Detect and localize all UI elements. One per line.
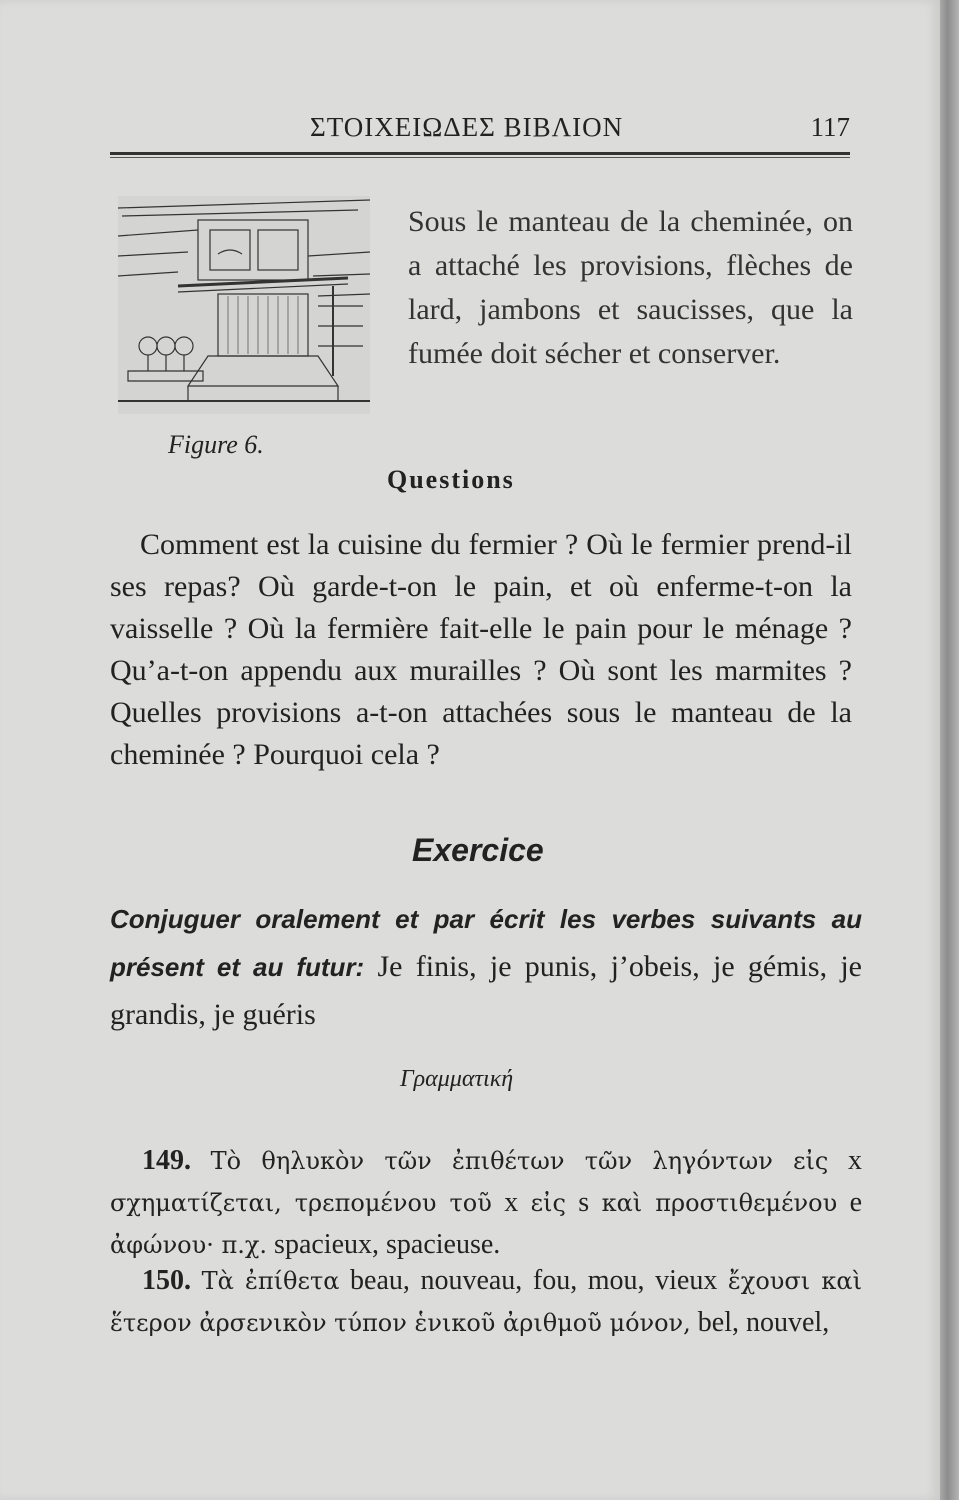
example-words: spacieux, spacieuse. — [274, 1229, 501, 1260]
book-edge — [940, 0, 959, 1500]
paragraph-150 — [110, 1260, 862, 1344]
questions-paragraph: Comment est la cuisine du fermier ? Où le fermier prend-il ses repas? Où garde-t-on le pain, et où enferme-t-on la vaisselle ? Où la fermière fait-elle le pain pour le ménage ? Qu’a-t-on appendu aux murailles ? Où sont les marmites ? Quelles provisions a-t-on attachées sous le manteau de la cheminée ? Pourquoi cela ? — [110, 528, 852, 771]
exercise-verbs: Je finis, je punis, j’obeis, je gémis, je grandis, je guéris — [110, 950, 862, 1031]
kitchen-illustration-icon — [118, 196, 370, 414]
greek-text: ἔχουσι καὶ ἕτερον ἀρσενικὸν τύπον ἑνικοῦ ἀριθμοῦ μόνον, — [110, 1267, 862, 1337]
latin-letter: s — [578, 1187, 590, 1218]
greek-text: ἀφώνου· π.χ. — [110, 1231, 268, 1259]
example-words: beau, nouveau, fou, mou, vieux — [350, 1265, 718, 1296]
header-rule-thin — [110, 157, 850, 158]
greek-text: καὶ προστιθεμένου — [601, 1189, 838, 1217]
paragraph-149 — [110, 1140, 862, 1266]
running-title: ΣΤΟΙΧΕΙΩΔΕΣ ΒΙΒΛΙΟΝ — [310, 112, 624, 142]
page-header — [110, 112, 850, 152]
latin-letter: e — [849, 1187, 863, 1218]
figure-caption: Figure 6. — [168, 430, 264, 459]
example-words: bel, nouvel, — [697, 1307, 830, 1338]
latin-letter: x — [848, 1145, 863, 1176]
exercise-paragraph — [110, 895, 862, 1039]
page-number: 117 — [810, 112, 850, 142]
paragraph-number: 149. — [142, 1145, 191, 1176]
greek-text: εἰς — [530, 1189, 566, 1217]
greek-text: Τὰ ἐπίθετα — [201, 1267, 340, 1295]
grammar-heading: Γραμματική — [400, 1066, 514, 1092]
header-rule — [110, 152, 850, 155]
exercise-instruction: Conjuguer oralement et par écrit les verbes suivants au présent et au futur: — [110, 904, 862, 982]
paragraph-number: 150. — [142, 1265, 191, 1296]
kitchen-illustration — [118, 196, 370, 414]
questions-heading: Questions — [387, 465, 515, 494]
greek-text: Τὸ θηλυκὸν τῶν ἐπιθέτων τῶν ληγόντων εἰς — [210, 1147, 829, 1175]
greek-text: σχηματίζεται, τρεπομένου τοῦ — [110, 1189, 492, 1217]
latin-letter: x — [504, 1187, 519, 1218]
intro-paragraph: Sous le manteau de la cheminée, on a attaché les provisions, flèches de lard, jambons et saucisses, que la fumée doit sécher et conserver. — [408, 205, 853, 370]
exercise-heading: Exercice — [412, 832, 544, 868]
